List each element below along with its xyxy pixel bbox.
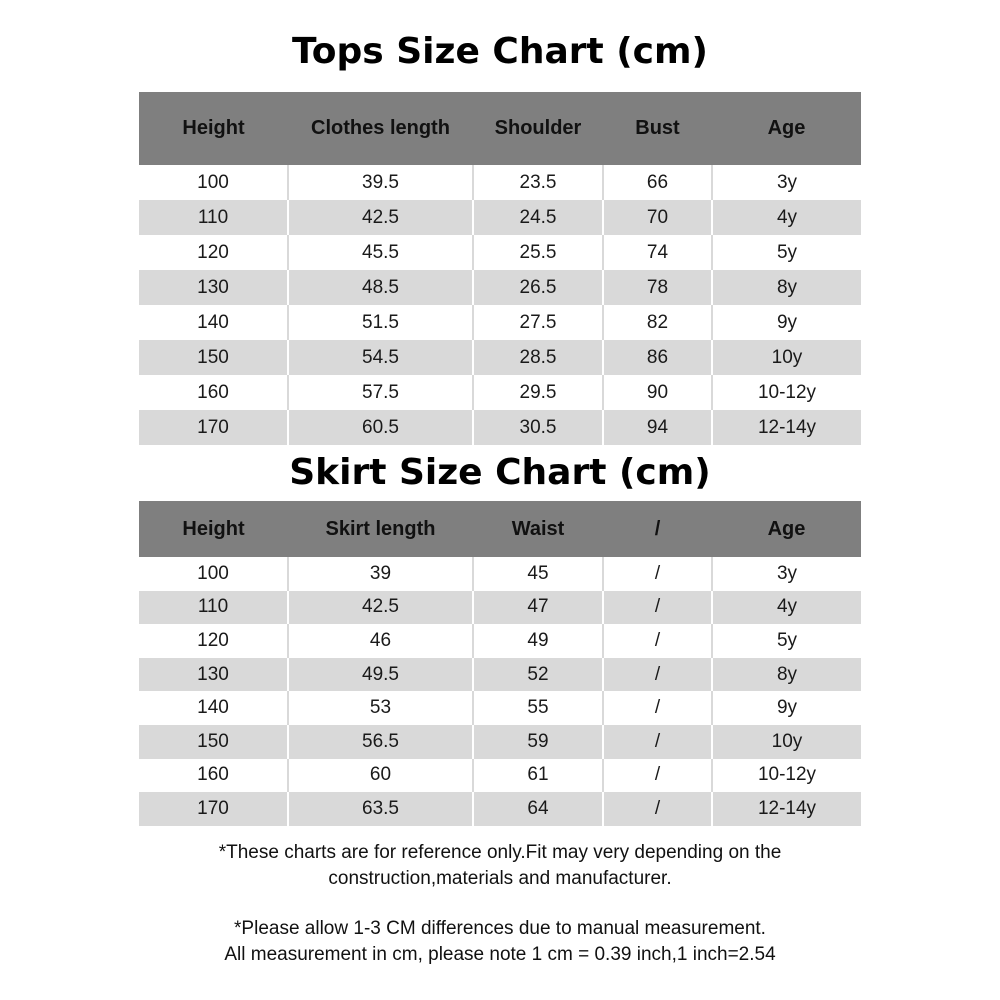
table-cell: 4y [712, 200, 861, 235]
table-cell: 9y [712, 691, 861, 725]
table-cell: 53 [288, 691, 473, 725]
table-cell: 63.5 [288, 792, 473, 826]
table-row [139, 410, 861, 445]
table-row [139, 591, 861, 625]
table-cell: 100 [197, 171, 229, 193]
column-header: / [603, 501, 712, 557]
table-cell: 39 [288, 557, 473, 591]
reference-note-line-2: construction,materials and manufacturer. [328, 868, 672, 889]
table-cell: 140 [197, 311, 229, 333]
table-cell: 42.5 [288, 591, 473, 625]
table-cell: 170 [139, 792, 288, 826]
table-cell: 52 [473, 658, 603, 692]
table-cell: 60 [288, 759, 473, 793]
table-cell: 160 [197, 764, 229, 786]
column-header: Height [139, 501, 288, 557]
table-cell: 29.5 [473, 375, 603, 410]
table-cell: 23.5 [473, 165, 603, 200]
table-cell: 10-12y [712, 759, 861, 793]
tops-size-table [139, 92, 861, 445]
table-cell: 5y [712, 235, 861, 270]
table-row [139, 340, 861, 375]
measurement-note-line-1: *Please allow 1-3 CM differences due to manual measurement. [234, 918, 766, 939]
table-cell: 120 [197, 241, 229, 263]
table-cell: / [603, 792, 712, 826]
table-cell: 86 [603, 340, 712, 375]
table-cell: 30.5 [473, 410, 603, 445]
table-cell: 66 [603, 165, 712, 200]
table-row [139, 658, 861, 692]
table-cell: 28.5 [473, 340, 603, 375]
skirt-size-chart-title: Skirt Size Chart (cm) [289, 452, 711, 493]
tops-size-chart-title: Tops Size Chart (cm) [291, 31, 708, 72]
table-cell: 74 [603, 235, 712, 270]
table-cell: 110 [139, 591, 288, 625]
column-header: Bust [603, 92, 712, 165]
table-row [139, 792, 861, 826]
column-header: Shoulder [473, 92, 603, 165]
table-cell: 90 [603, 375, 712, 410]
table-row [139, 624, 861, 658]
table-cell: / [603, 725, 712, 759]
table-cell: 3y [712, 557, 861, 591]
table-cell: 110 [139, 200, 288, 235]
table-cell: / [603, 591, 712, 625]
table-cell: 170 [139, 410, 288, 445]
table-cell: 4y [712, 591, 861, 625]
table-cell: 78 [603, 270, 712, 305]
table-cell: 94 [603, 410, 712, 445]
table-cell: 9y [712, 305, 861, 340]
column-header: Age [712, 501, 861, 557]
table-cell: 120 [197, 629, 229, 651]
table-cell: 61 [473, 759, 603, 793]
table-cell: 150 [139, 725, 288, 759]
table-row [139, 200, 861, 235]
table-cell: / [603, 658, 712, 692]
measurement-note [0, 916, 1000, 968]
column-header: Waist [473, 501, 603, 557]
table-cell: 10-12y [712, 375, 861, 410]
table-cell: 3y [712, 165, 861, 200]
table-cell: 130 [139, 658, 288, 692]
column-header: Age [712, 92, 861, 165]
table-cell: / [603, 624, 712, 658]
reference-note [0, 840, 1000, 892]
table-cell: 150 [139, 340, 288, 375]
skirt-size-table [139, 501, 861, 826]
table-header-row [139, 501, 861, 557]
table-cell: 100 [197, 562, 229, 584]
table-cell: 42.5 [288, 200, 473, 235]
table-cell: 130 [139, 270, 288, 305]
table-cell: / [603, 759, 712, 793]
table-cell: 82 [603, 305, 712, 340]
table-row [139, 270, 861, 305]
table-cell: 56.5 [288, 725, 473, 759]
table-cell: 54.5 [288, 340, 473, 375]
table-cell: / [603, 691, 712, 725]
table-cell: 5y [712, 624, 861, 658]
table-row [139, 725, 861, 759]
table-cell: 10y [712, 725, 861, 759]
table-cell: 64 [473, 792, 603, 826]
table-row [139, 557, 861, 591]
table-cell: 160 [197, 381, 229, 403]
table-cell: 46 [288, 624, 473, 658]
table-cell: 12-14y [712, 410, 861, 445]
table-cell: 25.5 [473, 235, 603, 270]
table-cell: 60.5 [288, 410, 473, 445]
table-cell: 59 [473, 725, 603, 759]
reference-note-line-1: *These charts are for reference only.Fit may very depending on the [218, 842, 782, 863]
table-cell: 10y [712, 340, 861, 375]
table-row [139, 165, 861, 200]
table-cell: 24.5 [473, 200, 603, 235]
table-cell: 51.5 [288, 305, 473, 340]
table-row [139, 235, 861, 270]
table-cell: 140 [197, 697, 229, 719]
column-header: Skirt length [288, 501, 473, 557]
column-header: Height [139, 92, 288, 165]
table-cell: / [603, 557, 712, 591]
column-header: Clothes length [288, 92, 473, 165]
table-cell: 49 [473, 624, 603, 658]
table-cell: 45 [473, 557, 603, 591]
table-cell: 55 [473, 691, 603, 725]
table-cell: 47 [473, 591, 603, 625]
table-row [139, 305, 861, 340]
table-cell: 49.5 [288, 658, 473, 692]
table-cell: 39.5 [288, 165, 473, 200]
table-cell: 8y [712, 270, 861, 305]
table-header-row [139, 92, 861, 165]
table-cell: 26.5 [473, 270, 603, 305]
table-cell: 48.5 [288, 270, 473, 305]
table-cell: 45.5 [288, 235, 473, 270]
table-cell: 8y [712, 658, 861, 692]
table-cell: 27.5 [473, 305, 603, 340]
table-cell: 12-14y [712, 792, 861, 826]
table-cell: 57.5 [288, 375, 473, 410]
table-cell: 70 [603, 200, 712, 235]
measurement-note-line-2: All measurement in cm, please note 1 cm = 0.39 inch,1 inch=2.54 [224, 944, 776, 965]
table-row [139, 691, 861, 725]
table-row [139, 759, 861, 793]
table-row [139, 375, 861, 410]
